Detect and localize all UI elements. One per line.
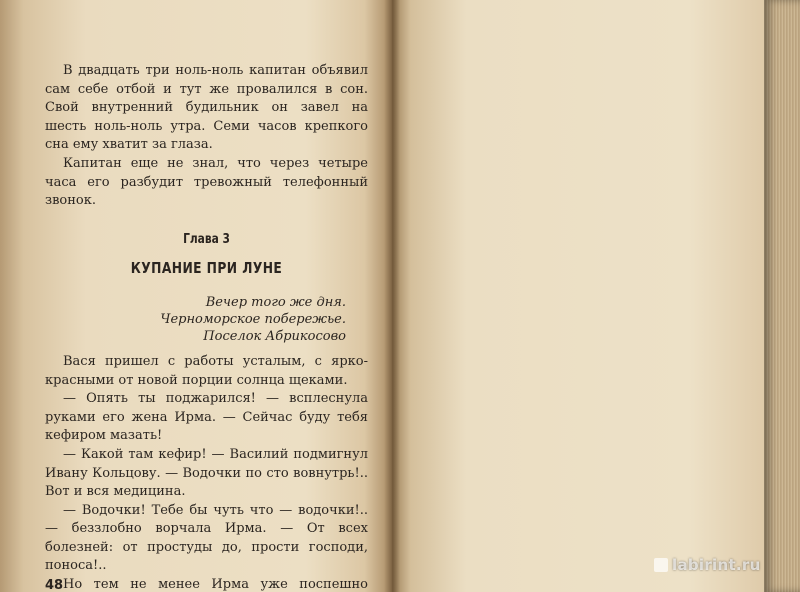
paragraph: Капитан еще не знал, что через четыре часа его разбудит тревожный телефонный звонок.	[45, 155, 368, 209]
paragraph: Но тем не менее Ирма уже поспешно	[63, 577, 368, 592]
paragraph: В двадцать три ноль-ноль капитан объявил сам себе отбой и тут же провалился в сон. Свой внутренний будильник он завел на шесть ноль-ноль утра. Семи часов крепкого сна ему хватит за глаза.	[45, 63, 368, 153]
chapter-title: КУПАНИЕ ПРИ ЛУНЕ	[130, 259, 283, 278]
epigraph-line: Черноморское побережье.	[160, 311, 346, 327]
epigraph	[45, 294, 368, 345]
paragraph: Вася пришел с работы усталым, с ярко-красными от новой порции солнца щеками.	[45, 353, 368, 388]
labirint-logo-icon	[654, 558, 668, 572]
book-gutter	[384, 0, 400, 592]
chapter-label: Глава 3	[183, 231, 230, 247]
paragraph: — Опять ты поджарился! — всплеснула руками его жена Ирма. — Сейчас буду тебя кефиром мазать!	[45, 391, 368, 444]
left-page-text	[45, 62, 368, 592]
paragraph: — Какой там кефир! — Василий подмигнул Ивану Кольцову. — Водочки по сто вовнутрь!.. Вот и вся медицина.	[45, 446, 368, 500]
page-edges	[764, 0, 800, 592]
right-page	[392, 0, 764, 592]
watermark-text: labirint.ru	[672, 556, 761, 574]
epigraph-line: Поселок Абрикосово	[203, 328, 346, 344]
watermark	[654, 556, 761, 574]
page-number: 48	[45, 578, 64, 592]
epigraph-line: Вечер того же дня.	[205, 294, 346, 310]
left-page	[0, 0, 392, 592]
paragraph: — Водочки! Тебе бы чуть что — водочки!.. — беззлобно ворчала Ирма. — От всех болезней: от простуды до, прости господи, поноса!..	[45, 502, 368, 574]
